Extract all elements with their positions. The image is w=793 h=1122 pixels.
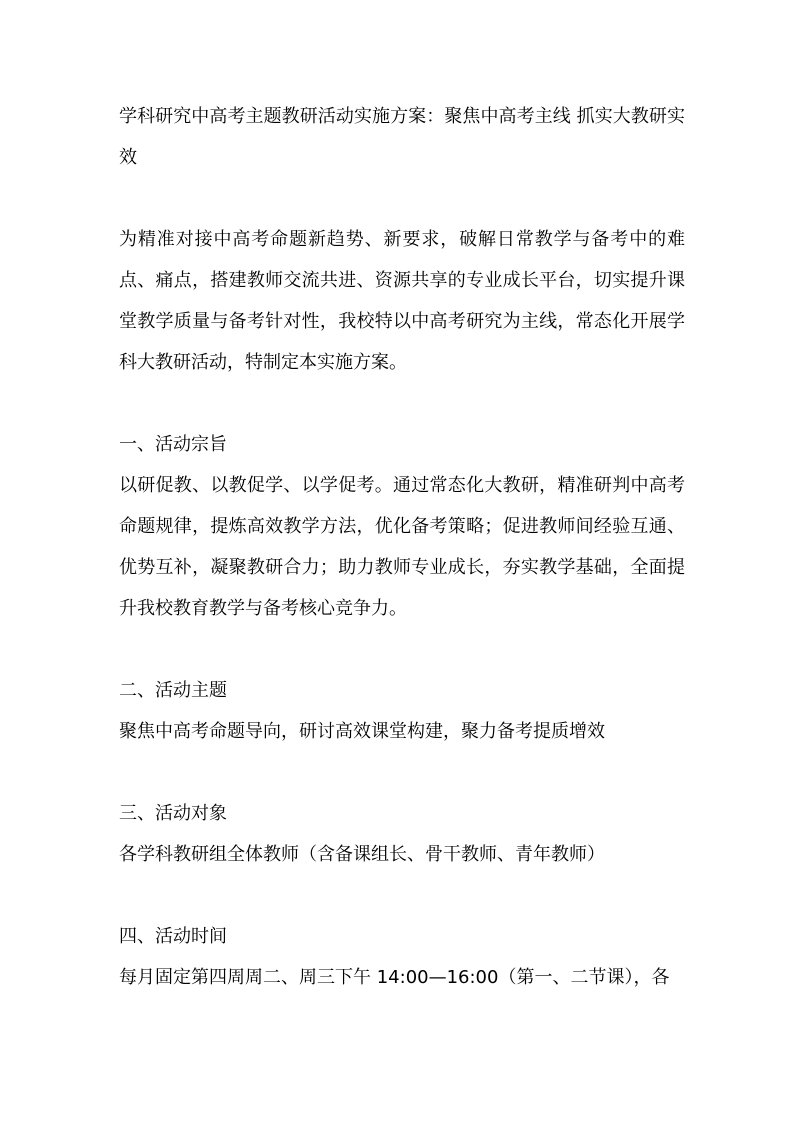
- section-heading-time: 四、活动时间: [119, 926, 227, 947]
- paragraph-gap: [119, 875, 685, 916]
- intro-paragraph: 为精准对接中高考命题新趋势、新要求，破解日常教学与备考中的难点、痛点，搭建教师交流共进、资源共享的专业成长平台，切实提升课堂教学质量与备考针对性，我校特以中高考研究为主线，常态化开展学科大教研活动，特制定本实施方案。: [119, 229, 685, 373]
- document-body: [119, 96, 685, 998]
- section-body-time: 每月固定第四周周二、周三下午 14:00—16:00（第一、二节课），各: [119, 967, 670, 988]
- section-heading-theme: 二、活动主题: [119, 680, 227, 701]
- paragraph-gap: [119, 178, 685, 219]
- section-body-participants: 各学科教研组全体教师（含备课组长、骨干教师、青年教师）: [119, 844, 605, 865]
- section-body-purpose: 以研促教、以教促学、以学促考。通过常态化大教研，精准研判中高考命题规律，提炼高效教学方法，优化备考策略；促进教师间经验互通、优势互补，凝聚教研合力；助力教师专业成长，夯实教学基础，全面提升我校教育教学与备考核心竞争力。: [119, 475, 685, 619]
- section-heading-participants: 三、活动对象: [119, 803, 227, 824]
- section-heading-purpose: 一、活动宗旨: [119, 434, 227, 455]
- paragraph-gap: [119, 383, 685, 424]
- section-body-theme: 聚焦中高考命题导向，研讨高效课堂构建，聚力备考提质增效: [119, 721, 605, 742]
- document-title: 学科研究中高考主题教研活动实施方案：聚焦中高考主线 抓实大教研实效: [119, 106, 685, 168]
- paragraph-gap: [119, 629, 685, 670]
- paragraph-gap: [119, 752, 685, 793]
